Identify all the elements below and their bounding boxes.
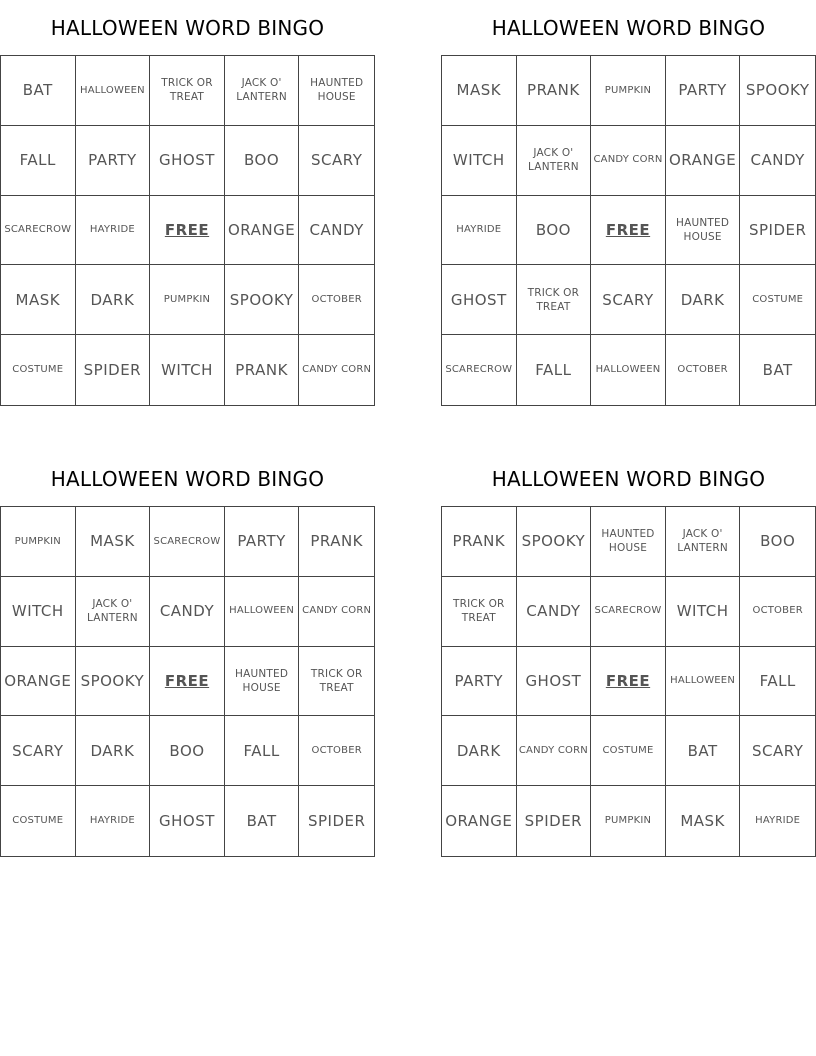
bingo-cell [150, 716, 225, 786]
bingo-cell-word: SPIDER [83, 360, 142, 379]
bingo-cell [76, 647, 151, 717]
bingo-cell-word: MASK [90, 532, 135, 551]
bingo-cell-word: SCARY [602, 290, 654, 309]
bingo-cell [76, 577, 151, 647]
bingo-cell-word: CANDY [750, 151, 805, 170]
bingo-cell [150, 577, 225, 647]
bingo-cell-word: PARTY [678, 81, 727, 100]
bingo-cell-word: PARTY [237, 532, 286, 551]
card-title: HALLOWEEN WORD BINGO [491, 467, 766, 491]
bingo-cell [150, 126, 225, 196]
bingo-cell [517, 126, 592, 196]
bingo-cell [299, 786, 374, 856]
bingo-cell-word: DARK [90, 741, 135, 760]
bingo-cell [666, 786, 741, 856]
bingo-cell-word: SCARECROW [153, 535, 221, 547]
bingo-cell-word: CANDY [526, 602, 581, 621]
bingo-cell [666, 716, 741, 786]
bingo-cell [591, 577, 666, 647]
free-space-cell [150, 647, 225, 717]
bingo-cell-word: CANDY CORN [518, 745, 588, 757]
bingo-cell-word: PRANK [310, 532, 364, 551]
bingo-cell [442, 507, 517, 577]
bingo-cell [299, 577, 374, 647]
bingo-cell-word: COSTUME [12, 364, 64, 376]
bingo-cell [1, 577, 76, 647]
bingo-cell-word: CANDY [159, 602, 215, 621]
bingo-cell [442, 335, 517, 405]
bingo-cell [1, 126, 76, 196]
bingo-cell [666, 126, 741, 196]
bingo-cell [299, 56, 374, 126]
bingo-cell [591, 716, 666, 786]
free-space-cell [591, 647, 666, 717]
bingo-cell-word: PUMPKIN [604, 815, 652, 827]
bingo-cell-word: CANDY CORN [302, 605, 372, 617]
bingo-cell [740, 265, 815, 335]
bingo-cell [1, 507, 76, 577]
bingo-cell [517, 196, 592, 266]
bingo-cell-word: HAUNTED HOUSE [310, 77, 364, 104]
bingo-cell [225, 716, 300, 786]
bingo-cell [517, 265, 592, 335]
free-space-cell [591, 196, 666, 266]
bingo-cell [76, 335, 151, 405]
bingo-cell-word: HAUNTED HOUSE [601, 528, 655, 555]
bingo-cell-word: PARTY [88, 151, 137, 170]
bingo-cell-word: FALL [243, 741, 280, 760]
bingo-cell-word: COSTUME [752, 294, 804, 306]
bingo-cell [1, 196, 76, 266]
bingo-cell [76, 56, 151, 126]
bingo-cell [1, 56, 76, 126]
bingo-cell [740, 196, 815, 266]
bingo-cell-word: TRICK OR TREAT [161, 77, 213, 104]
bingo-cell-word: BOO [760, 532, 796, 551]
bingo-cell-word: PRANK [452, 532, 506, 551]
bingo-cell [225, 265, 300, 335]
bingo-cell [150, 335, 225, 405]
bingo-cell [225, 126, 300, 196]
bingo-cell-word: OCTOBER [752, 605, 803, 617]
bingo-cell [666, 335, 741, 405]
bingo-cell-word: ORANGE [445, 811, 513, 830]
bingo-cell-word: GHOST [450, 290, 507, 309]
bingo-cell [225, 56, 300, 126]
bingo-cell [442, 716, 517, 786]
bingo-cell-word: DARK [680, 290, 725, 309]
bingo-cell-word: SCARECROW [4, 224, 72, 236]
bingo-cell-word: CANDY CORN [302, 364, 372, 376]
bingo-cell-word: FREE [164, 220, 210, 239]
bingo-grid [441, 55, 816, 406]
bingo-cell [299, 196, 374, 266]
bingo-cell [591, 335, 666, 405]
bingo-cell [76, 126, 151, 196]
bingo-cell [225, 507, 300, 577]
bingo-cell-word: JACK O' LANTERN [87, 598, 138, 625]
bingo-cell [666, 196, 741, 266]
bingo-cell-word: PRANK [527, 81, 580, 100]
bingo-cell-word: MASK [15, 290, 61, 309]
bingo-cell-word: SPOOKY [80, 671, 145, 690]
bingo-cell [442, 786, 517, 856]
bingo-cell-word: WITCH [161, 360, 213, 379]
bingo-cell-word: CANDY CORN [593, 154, 663, 166]
bingo-cell [442, 56, 517, 126]
bingo-grid [441, 506, 816, 857]
bingo-cell-word: HAYRIDE [456, 224, 502, 236]
bingo-cell [517, 507, 592, 577]
bingo-cell-word: CANDY [309, 220, 364, 239]
bingo-cell-word: FREE [605, 671, 651, 690]
bingo-cell-word: HAUNTED HOUSE [235, 667, 289, 694]
bingo-cell [299, 265, 374, 335]
card-title: HALLOWEEN WORD BINGO [50, 467, 325, 491]
bingo-cell-word: GHOST [159, 811, 215, 830]
bingo-cell [740, 716, 815, 786]
bingo-cell [517, 786, 592, 856]
bingo-cell-word: SCARY [310, 151, 363, 170]
bingo-cell-word: SPIDER [748, 220, 807, 239]
bingo-cell [591, 507, 666, 577]
bingo-cell-word: BOO [169, 741, 205, 760]
bingo-cell-word: SCARECROW [445, 364, 513, 376]
bingo-cell-word: DARK [90, 290, 135, 309]
bingo-cell [517, 577, 592, 647]
bingo-cell [299, 126, 374, 196]
bingo-cell [666, 56, 741, 126]
bingo-grid [0, 506, 375, 857]
bingo-cell-word: HAUNTED HOUSE [676, 216, 730, 243]
bingo-cell-word: PRANK [235, 360, 288, 379]
bingo-cell [442, 126, 517, 196]
bingo-cell-word: ORANGE [4, 671, 72, 690]
bingo-cell-word: MASK [680, 811, 725, 830]
bingo-cell-word: ORANGE [227, 220, 296, 239]
bingo-cell-word: HAYRIDE [755, 815, 801, 827]
bingo-cell-word: SPOOKY [521, 532, 586, 551]
bingo-cell-word: SCARECROW [594, 605, 662, 617]
bingo-cell [150, 507, 225, 577]
bingo-cell-word: PUMPKIN [604, 84, 652, 96]
bingo-cell [150, 265, 225, 335]
bingo-cell-word: HAYRIDE [89, 224, 135, 236]
bingo-cell-word: FREE [164, 671, 210, 690]
bingo-cell [666, 647, 741, 717]
bingo-cell-word: FALL [19, 151, 56, 170]
bingo-cell [1, 647, 76, 717]
bingo-cell-word: HALLOWEEN [670, 675, 735, 687]
bingo-cell [740, 786, 815, 856]
bingo-cell [517, 647, 592, 717]
bingo-cell-word: PARTY [454, 671, 504, 690]
bingo-cell-word: BAT [22, 81, 53, 100]
bingo-cell-word: FALL [535, 360, 572, 379]
bingo-cell-word: SCARY [12, 741, 64, 760]
bingo-cell [442, 577, 517, 647]
card-title: HALLOWEEN WORD BINGO [491, 16, 766, 40]
bingo-cell [1, 786, 76, 856]
bingo-cell [76, 507, 151, 577]
bingo-cell-word: PUMPKIN [14, 535, 61, 547]
bingo-cell [740, 507, 815, 577]
bingo-cell-word: BAT [687, 741, 718, 760]
bingo-cell [225, 196, 300, 266]
bingo-cell-word: SPOOKY [229, 290, 294, 309]
bingo-cell [517, 716, 592, 786]
bingo-cell-word: TRICK OR TREAT [527, 286, 580, 313]
bingo-cell [225, 786, 300, 856]
bingo-cell [1, 265, 76, 335]
bingo-cell [442, 265, 517, 335]
bingo-cell [442, 196, 517, 266]
bingo-cell-word: GHOST [525, 671, 582, 690]
bingo-cell [591, 786, 666, 856]
bingo-cell [666, 265, 741, 335]
bingo-cell-word: SPOOKY [745, 81, 810, 100]
bingo-cell-word: HAYRIDE [89, 815, 135, 827]
bingo-cell [1, 335, 76, 405]
bingo-cell-word: ORANGE [668, 151, 737, 170]
bingo-cell [517, 335, 592, 405]
bingo-cell [591, 126, 666, 196]
bingo-cell-word: TRICK OR TREAT [310, 667, 363, 694]
bingo-cell [76, 265, 151, 335]
bingo-cell-word: SPIDER [307, 811, 366, 830]
bingo-cell-word: OCTOBER [311, 745, 362, 757]
bingo-cell-word: SPIDER [524, 811, 583, 830]
bingo-cell-word: FREE [605, 220, 651, 239]
bingo-cell [150, 56, 225, 126]
bingo-cell-word: WITCH [676, 602, 729, 621]
bingo-cell-word: BOO [244, 151, 280, 170]
bingo-cell-word: FALL [759, 671, 796, 690]
bingo-cell [76, 716, 151, 786]
bingo-cell-word: HALLOWEEN [595, 364, 661, 376]
bingo-cell [225, 577, 300, 647]
bingo-cell-word: COSTUME [12, 815, 64, 827]
bingo-cell-word: JACK O' LANTERN [528, 147, 579, 174]
bingo-cell [76, 786, 151, 856]
bingo-cell [225, 335, 300, 405]
bingo-cell [299, 335, 374, 405]
bingo-cell-word: OCTOBER [677, 364, 728, 376]
bingo-cell [299, 647, 374, 717]
bingo-cell-word: COSTUME [602, 745, 654, 757]
bingo-cell [442, 647, 517, 717]
bingo-cell [591, 56, 666, 126]
bingo-cell-word: GHOST [159, 151, 215, 170]
bingo-cell [740, 335, 815, 405]
bingo-cell-word: TRICK OR TREAT [453, 598, 505, 625]
bingo-cell-word: BOO [535, 220, 571, 239]
bingo-cell-word: MASK [456, 81, 502, 100]
bingo-cell [740, 647, 815, 717]
bingo-cell [299, 507, 374, 577]
bingo-cell-word: WITCH [11, 602, 64, 621]
bingo-cell-word: JACK O' LANTERN [677, 528, 728, 555]
bingo-cell-word: HALLOWEEN [229, 605, 294, 617]
bingo-cell [150, 786, 225, 856]
bingo-cell-word: PUMPKIN [163, 294, 211, 306]
bingo-grid [0, 55, 375, 406]
bingo-cell [740, 577, 815, 647]
bingo-cell [1, 716, 76, 786]
bingo-cell [225, 647, 300, 717]
bingo-cell [76, 196, 151, 266]
bingo-cell-word: HALLOWEEN [79, 84, 145, 96]
bingo-cell [517, 56, 592, 126]
bingo-cell [666, 577, 741, 647]
bingo-cell-word: SCARY [751, 741, 804, 760]
free-space-cell [150, 196, 225, 266]
bingo-cell-word: OCTOBER [311, 294, 362, 306]
bingo-cell-word: BAT [246, 811, 277, 830]
bingo-cell [666, 507, 741, 577]
bingo-cell-word: BAT [762, 360, 793, 379]
bingo-cell [299, 716, 374, 786]
bingo-cell [591, 265, 666, 335]
bingo-cell-word: DARK [456, 741, 501, 760]
bingo-cell [740, 126, 815, 196]
bingo-cell-word: JACK O' LANTERN [236, 77, 287, 104]
card-title: HALLOWEEN WORD BINGO [50, 16, 325, 40]
bingo-cell [740, 56, 815, 126]
bingo-cell-word: WITCH [452, 151, 505, 170]
